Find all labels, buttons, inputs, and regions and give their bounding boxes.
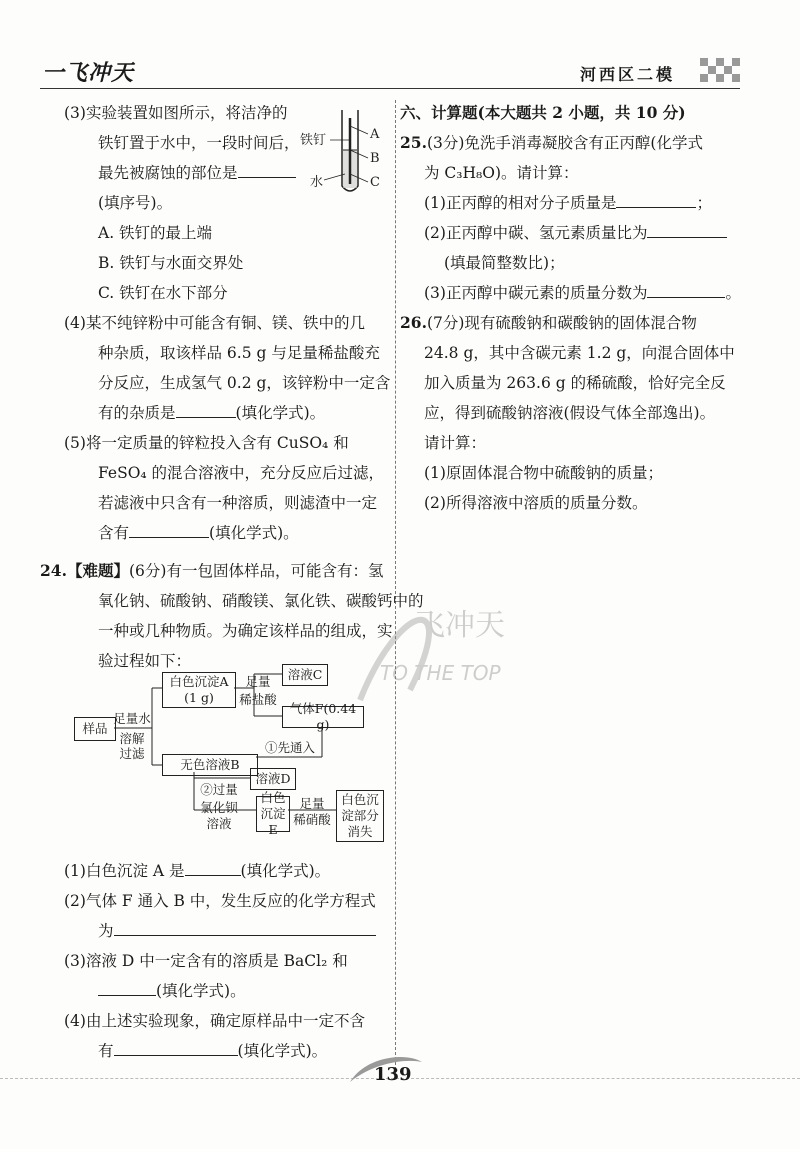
flow-result-1: 白色沉 [341, 792, 379, 807]
watermark-cn: 飞冲天 [415, 608, 505, 643]
section-title: 六、计算题(本大题共 2 小题，共 10 分) [400, 103, 686, 122]
flow-result-3: 消失 [347, 824, 373, 839]
q25-s2-blank[interactable] [647, 219, 727, 238]
q3-line4: (填序号)。 [98, 194, 173, 212]
fig-label-a: A [370, 127, 380, 142]
q24-s3-blank[interactable] [98, 977, 156, 996]
q24-s3-line2 [40, 976, 390, 1006]
exam-title: 河西区二模 [580, 65, 676, 84]
q3-option-c: C. 铁钉在水下部分 [98, 284, 228, 302]
flow-sol-b: 无色溶液B [162, 754, 258, 776]
q25-line1-text: (3分)免洗手消毒凝胶含有正丙醇(化学式 [426, 134, 703, 152]
q26-s2: (2)所得溶液中溶质的质量分数。 [424, 494, 648, 512]
q4-line3: 分反应，生成氢气 0.2 g，该锌粉中一定含 [98, 374, 391, 392]
q5-answer-blank[interactable] [129, 519, 209, 538]
test-tube-figure [300, 104, 388, 200]
q25-number: 25. [400, 133, 427, 152]
flow-result [336, 790, 384, 842]
fig-label-water: 水 [310, 175, 324, 190]
q4-line2: 种杂质，取该样品 6.5 g 与足量稀盐酸充 [98, 344, 380, 362]
flow-sol-d: 溶液D [250, 768, 296, 790]
q24-s1-text: (1)白色沉淀 A 是 [64, 862, 185, 880]
q26-line3: 加入质量为 263.6 g 的稀硫酸，恰好完全反 [424, 374, 726, 392]
q24-s3: (3)溶液 D 中一定含有的溶质是 BaCl₂ 和 [64, 952, 348, 970]
q24-s3-suffix: (填化学式)。 [156, 982, 246, 1000]
page-number: 139 [374, 1064, 412, 1085]
q25-s3-text: (3)正丙醇中碳元素的质量分数为 [424, 284, 648, 302]
q24-tag: 【难题】 [66, 561, 129, 580]
q25-line1 [400, 128, 760, 158]
q3-line3-text: 最先被腐蚀的部位是 [98, 164, 238, 182]
flow-gas-f: 气体F(0.44 g) [282, 706, 364, 728]
flow-hno3-top: 足量 [299, 796, 325, 811]
q24-line1-text: (6分)有一包固体样品，可能含有：氢 [128, 562, 384, 580]
flow-first: ①先通入 [264, 740, 315, 755]
q4-line4 [40, 398, 390, 428]
q24-line2: 氧化钠、硫酸钠、硝酸镁、氯化铁、碳酸钙中的 [98, 592, 424, 610]
flow-acid-bot: 稀盐酸 [239, 692, 277, 707]
q25-line2: 为 C₃H₈O)。请计算： [424, 164, 579, 182]
q5-line2: FeSO₄ 的混合溶液中，充分反应后过滤， [98, 464, 385, 482]
q25-s1-blank[interactable] [616, 189, 696, 208]
flow-bacl2-1: 氯化钡 [200, 800, 238, 815]
q26-line2: 24.8 g，其中含碳元素 1.2 g，向混合固体中 [424, 344, 735, 362]
q24-line1 [40, 556, 390, 586]
q26-line5: 请计算： [424, 434, 487, 452]
watermark-en: TO THE TOP [380, 661, 501, 685]
q3-line2: 铁钉置于水中，一段时间后， [98, 134, 300, 152]
q24-s4-text: 有 [98, 1042, 114, 1060]
q5-line4 [40, 518, 390, 548]
q24-s1-blank[interactable] [185, 857, 241, 876]
q24-s4: (4)由上述实验现象，确定原样品中一定不含 [64, 1012, 365, 1030]
flow-acid-top: 足量 [245, 674, 271, 689]
q24-subquestions [40, 856, 390, 1066]
q24-number: 24. [40, 561, 67, 580]
flow-sol-c: 溶液C [282, 664, 328, 686]
q25-s1-suffix: ； [696, 194, 712, 212]
q4-line1: (4)某不纯锌粉中可能含有铜、镁、铁中的几 [64, 314, 365, 332]
q24-s4-blank[interactable] [114, 1037, 238, 1056]
flow-precip-a-1: 白色沉淀A [169, 674, 229, 689]
q4-line4-suffix: (填化学式)。 [235, 404, 326, 422]
flow-water-bot: 过滤 [119, 746, 145, 761]
q25-s1-text: (1)正丙醇的相对分子质量是 [424, 194, 617, 212]
brand-logo: 一飞冲天 [42, 61, 135, 86]
fig-label-c: C [370, 175, 380, 190]
q3-option-a: A. 铁钉的最上端 [98, 224, 213, 242]
q26-number: 26. [400, 313, 427, 332]
q26-line4: 应，得到硫酸钠溶液(假设气体全部逸出)。 [424, 404, 716, 422]
q24-s4-line2 [40, 1036, 390, 1066]
q24-s2-text: 为 [98, 922, 114, 940]
q5-line4-text: 含有 [98, 524, 130, 542]
flow-precip-a-2: (1 g) [184, 690, 214, 705]
flow-result-2: 淀部分 [341, 808, 379, 823]
q25-s3-blank[interactable] [647, 279, 725, 298]
q24-s1 [40, 856, 390, 886]
q5-line4-suffix: (填化学式)。 [209, 524, 299, 542]
q4-line4-text: 有的杂质是 [98, 404, 176, 422]
q24-s2: (2)气体 F 通入 B 中，发生反应的化学方程式 [64, 892, 376, 910]
flow-hno3-bot: 稀硝酸 [293, 812, 331, 827]
q24-s2-line2 [40, 916, 390, 946]
q24-s4-suffix: (填化学式)。 [237, 1042, 328, 1060]
flow-excess: ②过量 [200, 782, 238, 797]
q26-line1-text: (7分)现有硫酸钠和碳酸钠的固体混合物 [426, 314, 697, 332]
flow-precip-e-2: 沉淀E [260, 806, 286, 837]
fig-label-nail: 铁钉 [300, 133, 327, 148]
q24-s2-blank[interactable] [114, 917, 376, 936]
q3-answer-blank[interactable] [238, 159, 296, 178]
flow-bacl2-2: 溶液 [206, 816, 232, 831]
flow-precip-e-1: 白色 [260, 790, 286, 805]
flow-precip-a [162, 672, 236, 708]
q24-line3: 一种或几种物质。为确定该样品的组成，实 [98, 622, 393, 640]
q26-line1 [400, 308, 760, 338]
q25-s2-line2: (填最简整数比)； [444, 254, 565, 272]
flow-sample: 样品 [74, 717, 116, 741]
q25-s1 [400, 188, 760, 218]
q5-line1: (5)将一定质量的锌粒投入含有 CuSO₄ 和 [64, 434, 349, 452]
flow-water-top: 足量水 [113, 711, 151, 726]
header-rule [40, 88, 740, 89]
q25-s2-text: (2)正丙醇中碳、氢元素质量比为 [424, 224, 648, 242]
right-column [400, 98, 760, 518]
q25-s3-suffix: 。 [725, 284, 741, 302]
q3-option-b: B. 铁钉与水面交界处 [98, 254, 244, 272]
q25-s3 [400, 278, 760, 308]
q4-answer-blank[interactable] [176, 399, 236, 418]
experiment-flowchart [74, 660, 394, 850]
q24-s1-suffix: (填化学式)。 [240, 862, 331, 880]
q5-line3: 若滤液中只含有一种溶质，则滤渣中一定 [98, 494, 378, 512]
fig-label-b: B [370, 151, 380, 166]
q25-s2 [400, 218, 760, 248]
q3-line1: (3)实验装置如图所示，将洁净的 [64, 104, 288, 122]
flow-precip-e [256, 790, 290, 837]
checker-decoration [700, 58, 742, 86]
flow-water-mid: 溶解 [119, 731, 145, 746]
q24-line4: 验过程如下： [98, 652, 192, 670]
q26-s1: (1)原固体混合物中硫酸钠的质量； [424, 464, 663, 482]
